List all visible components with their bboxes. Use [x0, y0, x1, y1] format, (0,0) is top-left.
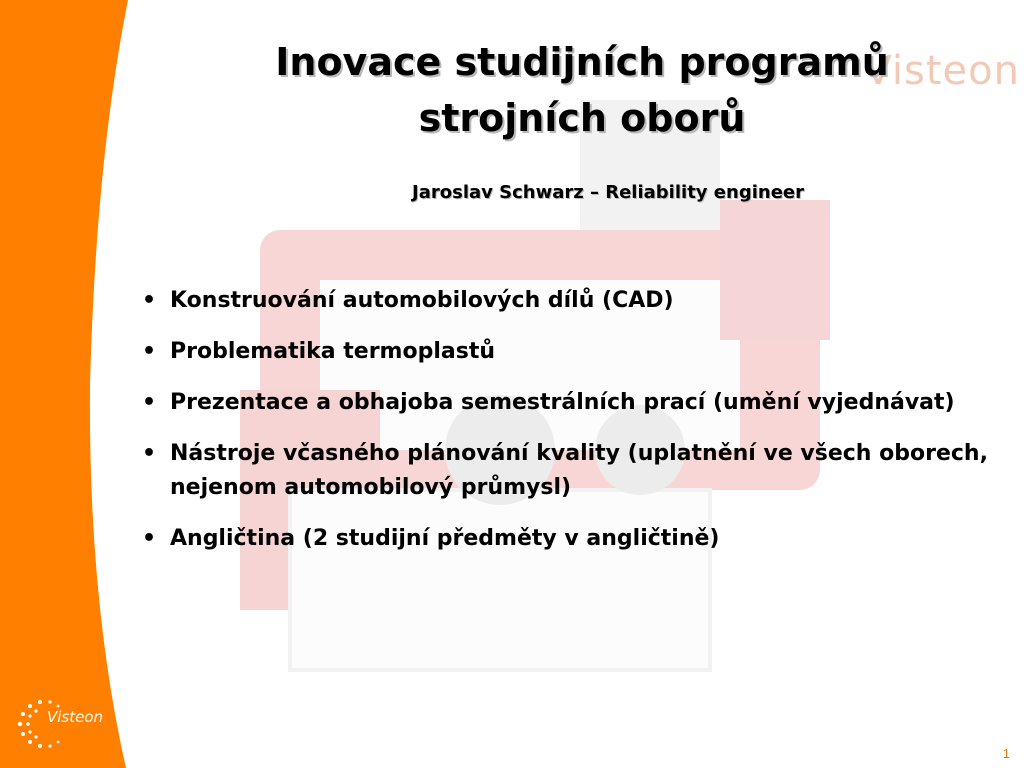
bullet-text: Konstruování automobilových dílů (CAD)	[170, 288, 674, 313]
bullet-item	[140, 284, 1000, 318]
bullet-text: Prezentace a obhajoba semestrálních prací (umění vyjednávat)	[170, 390, 955, 415]
bullet-icon: •	[142, 288, 157, 313]
page-number: 1	[1002, 746, 1010, 761]
bullet-item	[140, 386, 1000, 420]
bullet-icon: •	[142, 526, 157, 551]
bullet-item	[140, 522, 1000, 556]
bullet-icon: •	[142, 390, 157, 415]
title-line-1: Inovace studijních programů	[275, 40, 889, 84]
slide-subtitle: Jaroslav Schwarz – Reliability engineer	[412, 182, 804, 203]
bullet-text: Angličtina (2 studijní předměty v angličtině)	[170, 526, 720, 551]
bullet-text: Nástroje včasného plánování kvality (uplatnění ve všech oborech, nejenom automobilový průmysl)	[170, 441, 988, 500]
bullet-list	[140, 284, 1000, 573]
logo-text: Visteon	[47, 708, 104, 726]
title-line-2: strojních oborů	[418, 96, 746, 140]
bullet-text: Problematika termoplastů	[170, 339, 495, 364]
slide-title	[140, 34, 1024, 146]
bullet-item	[140, 335, 1000, 369]
bullet-icon: •	[142, 441, 157, 466]
bullet-icon: •	[142, 339, 157, 364]
orange-side-band	[0, 0, 140, 768]
bullet-item	[140, 437, 1000, 505]
watermark-brand-text: Visteon	[864, 48, 1020, 94]
